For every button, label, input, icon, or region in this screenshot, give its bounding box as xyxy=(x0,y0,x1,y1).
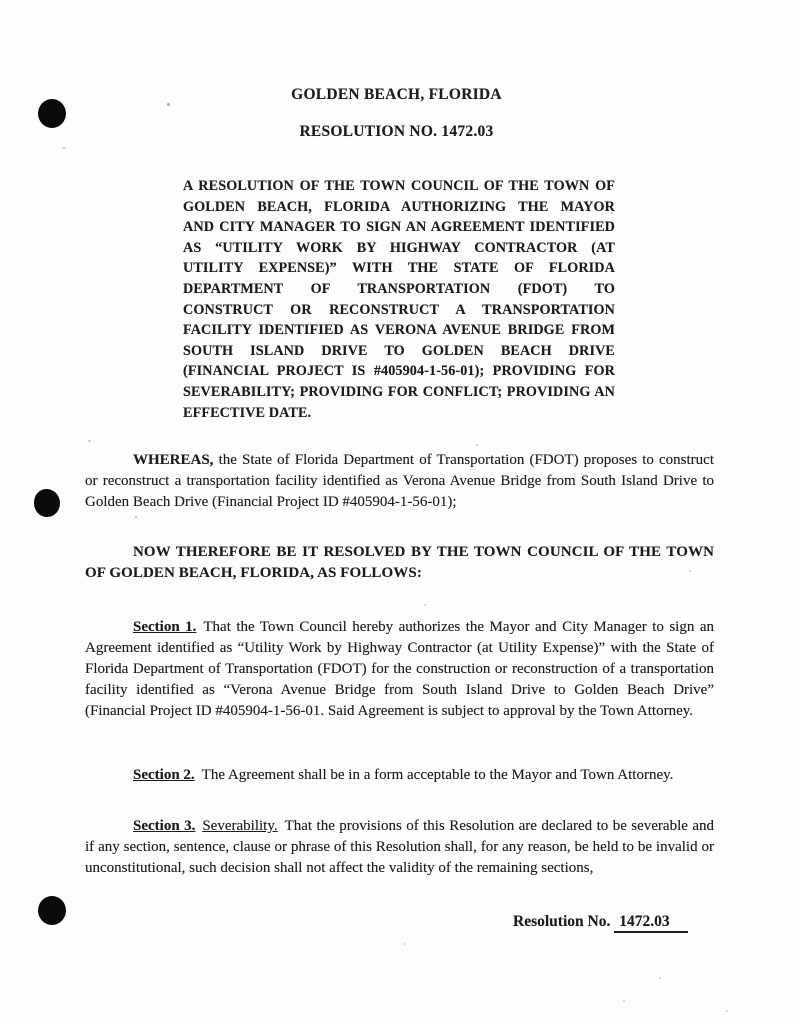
scan-speck xyxy=(167,103,170,106)
scan-speck xyxy=(726,1010,728,1012)
preamble-line: GOLDEN BEACH, FLORIDA AUTHORIZING THE MAYOR xyxy=(183,198,615,215)
scan-speck xyxy=(63,147,65,149)
scan-speck xyxy=(623,1000,625,1002)
hole-punch-mark xyxy=(34,489,60,517)
whereas-clause xyxy=(85,450,714,513)
scan-speck xyxy=(404,943,406,945)
preamble-line: AS “UTILITY WORK BY HIGHWAY CONTRACTOR (AT xyxy=(183,239,615,256)
section-3-heading: Section 3. xyxy=(133,818,196,834)
preamble-line: FACILITY IDENTIFIED AS VERONA AVENUE BRIDGE FROM xyxy=(183,322,615,339)
footer-resolution-number xyxy=(513,913,688,931)
section-3-paragraph xyxy=(85,816,714,879)
footer-number: 1472.03 xyxy=(614,913,687,933)
section-3-text: That the provisions of this Resolution are declared to be severable and if any section, sentence, clause or phrase of this Resolution shall, for any reason, be held to be invalid or unconstitutional, such decision shall not affect the validity of the remaining sections, xyxy=(85,818,714,876)
scan-speck xyxy=(424,604,426,606)
section-3-subheading: Severability. xyxy=(202,818,278,834)
section-1-paragraph xyxy=(85,617,714,722)
hole-punch-mark xyxy=(38,896,66,925)
resolution-number-heading: RESOLUTION NO. 1472.03 xyxy=(299,123,494,140)
section-2-heading: Section 2. xyxy=(133,767,195,783)
document-title: GOLDEN BEACH, FLORIDA xyxy=(291,86,502,103)
section-2-text: The Agreement shall be in a form acceptable to the Mayor and Town Attorney. xyxy=(201,767,674,783)
preamble-line: SOUTH ISLAND DRIVE TO GOLDEN BEACH DRIVE xyxy=(183,342,615,359)
scan-speck xyxy=(659,977,661,979)
preamble-line: UTILITY EXPENSE)” WITH THE STATE OF FLORIDA xyxy=(183,260,615,277)
section-2-paragraph xyxy=(85,765,714,786)
scan-speck xyxy=(135,516,137,518)
preamble-line: AND CITY MANAGER TO SIGN AN AGREEMENT IDENTIFIED xyxy=(183,219,615,236)
scan-speck xyxy=(88,440,91,442)
preamble-line: A RESOLUTION OF THE TOWN COUNCIL OF THE TOWN OF xyxy=(183,178,615,194)
scan-speck xyxy=(476,444,478,446)
resolution-preamble xyxy=(183,176,615,423)
preamble-line: CONSTRUCT OR RECONSTRUCT A TRANSPORTATION xyxy=(183,301,615,318)
section-1-text: That the Town Council hereby authorizes the Mayor and City Manager to sign an Agreement identified as “Utility Work by Highway Contractor (at Utility Expense)” with the State of Florida Department of Transportation (FDOT) for the construction or reconstruction of a transportation facility identified as “Verona Avenue Bridge from South Island Drive to Golden Beach Drive” (Financial Project ID #405904-1-56-01. Said Agreement is subject to approval by the Town Attorney. xyxy=(85,619,714,719)
scan-speck xyxy=(689,570,691,572)
resolved-clause: NOW THEREFORE BE IT RESOLVED BY THE TOWN COUNCIL OF THE TOWN OF GOLDEN BEACH, FLORIDA, AS FOLLOWS: xyxy=(85,544,714,581)
preamble-line: EFFECTIVE DATE. xyxy=(183,404,312,421)
preamble-line: (FINANCIAL PROJECT IS #405904-1-56-01); PROVIDING FOR xyxy=(183,363,615,380)
preamble-line: SEVERABILITY; PROVIDING FOR CONFLICT; PROVIDING AN xyxy=(183,383,615,400)
footer-label: Resolution No. xyxy=(513,913,611,930)
section-1-heading: Section 1. xyxy=(133,619,197,635)
whereas-text: the State of Florida Department of Transportation (FDOT) proposes to construct or reconstruct a transportation facility identified as Verona Avenue Bridge from South Island Drive to Golden Beach Drive (Financial Project ID #405904-1-56-01); xyxy=(85,452,715,510)
whereas-keyword: WHEREAS, xyxy=(133,452,214,468)
scan-speck xyxy=(611,212,613,214)
preamble-line: DEPARTMENT OF TRANSPORTATION (FDOT) TO xyxy=(183,280,615,297)
